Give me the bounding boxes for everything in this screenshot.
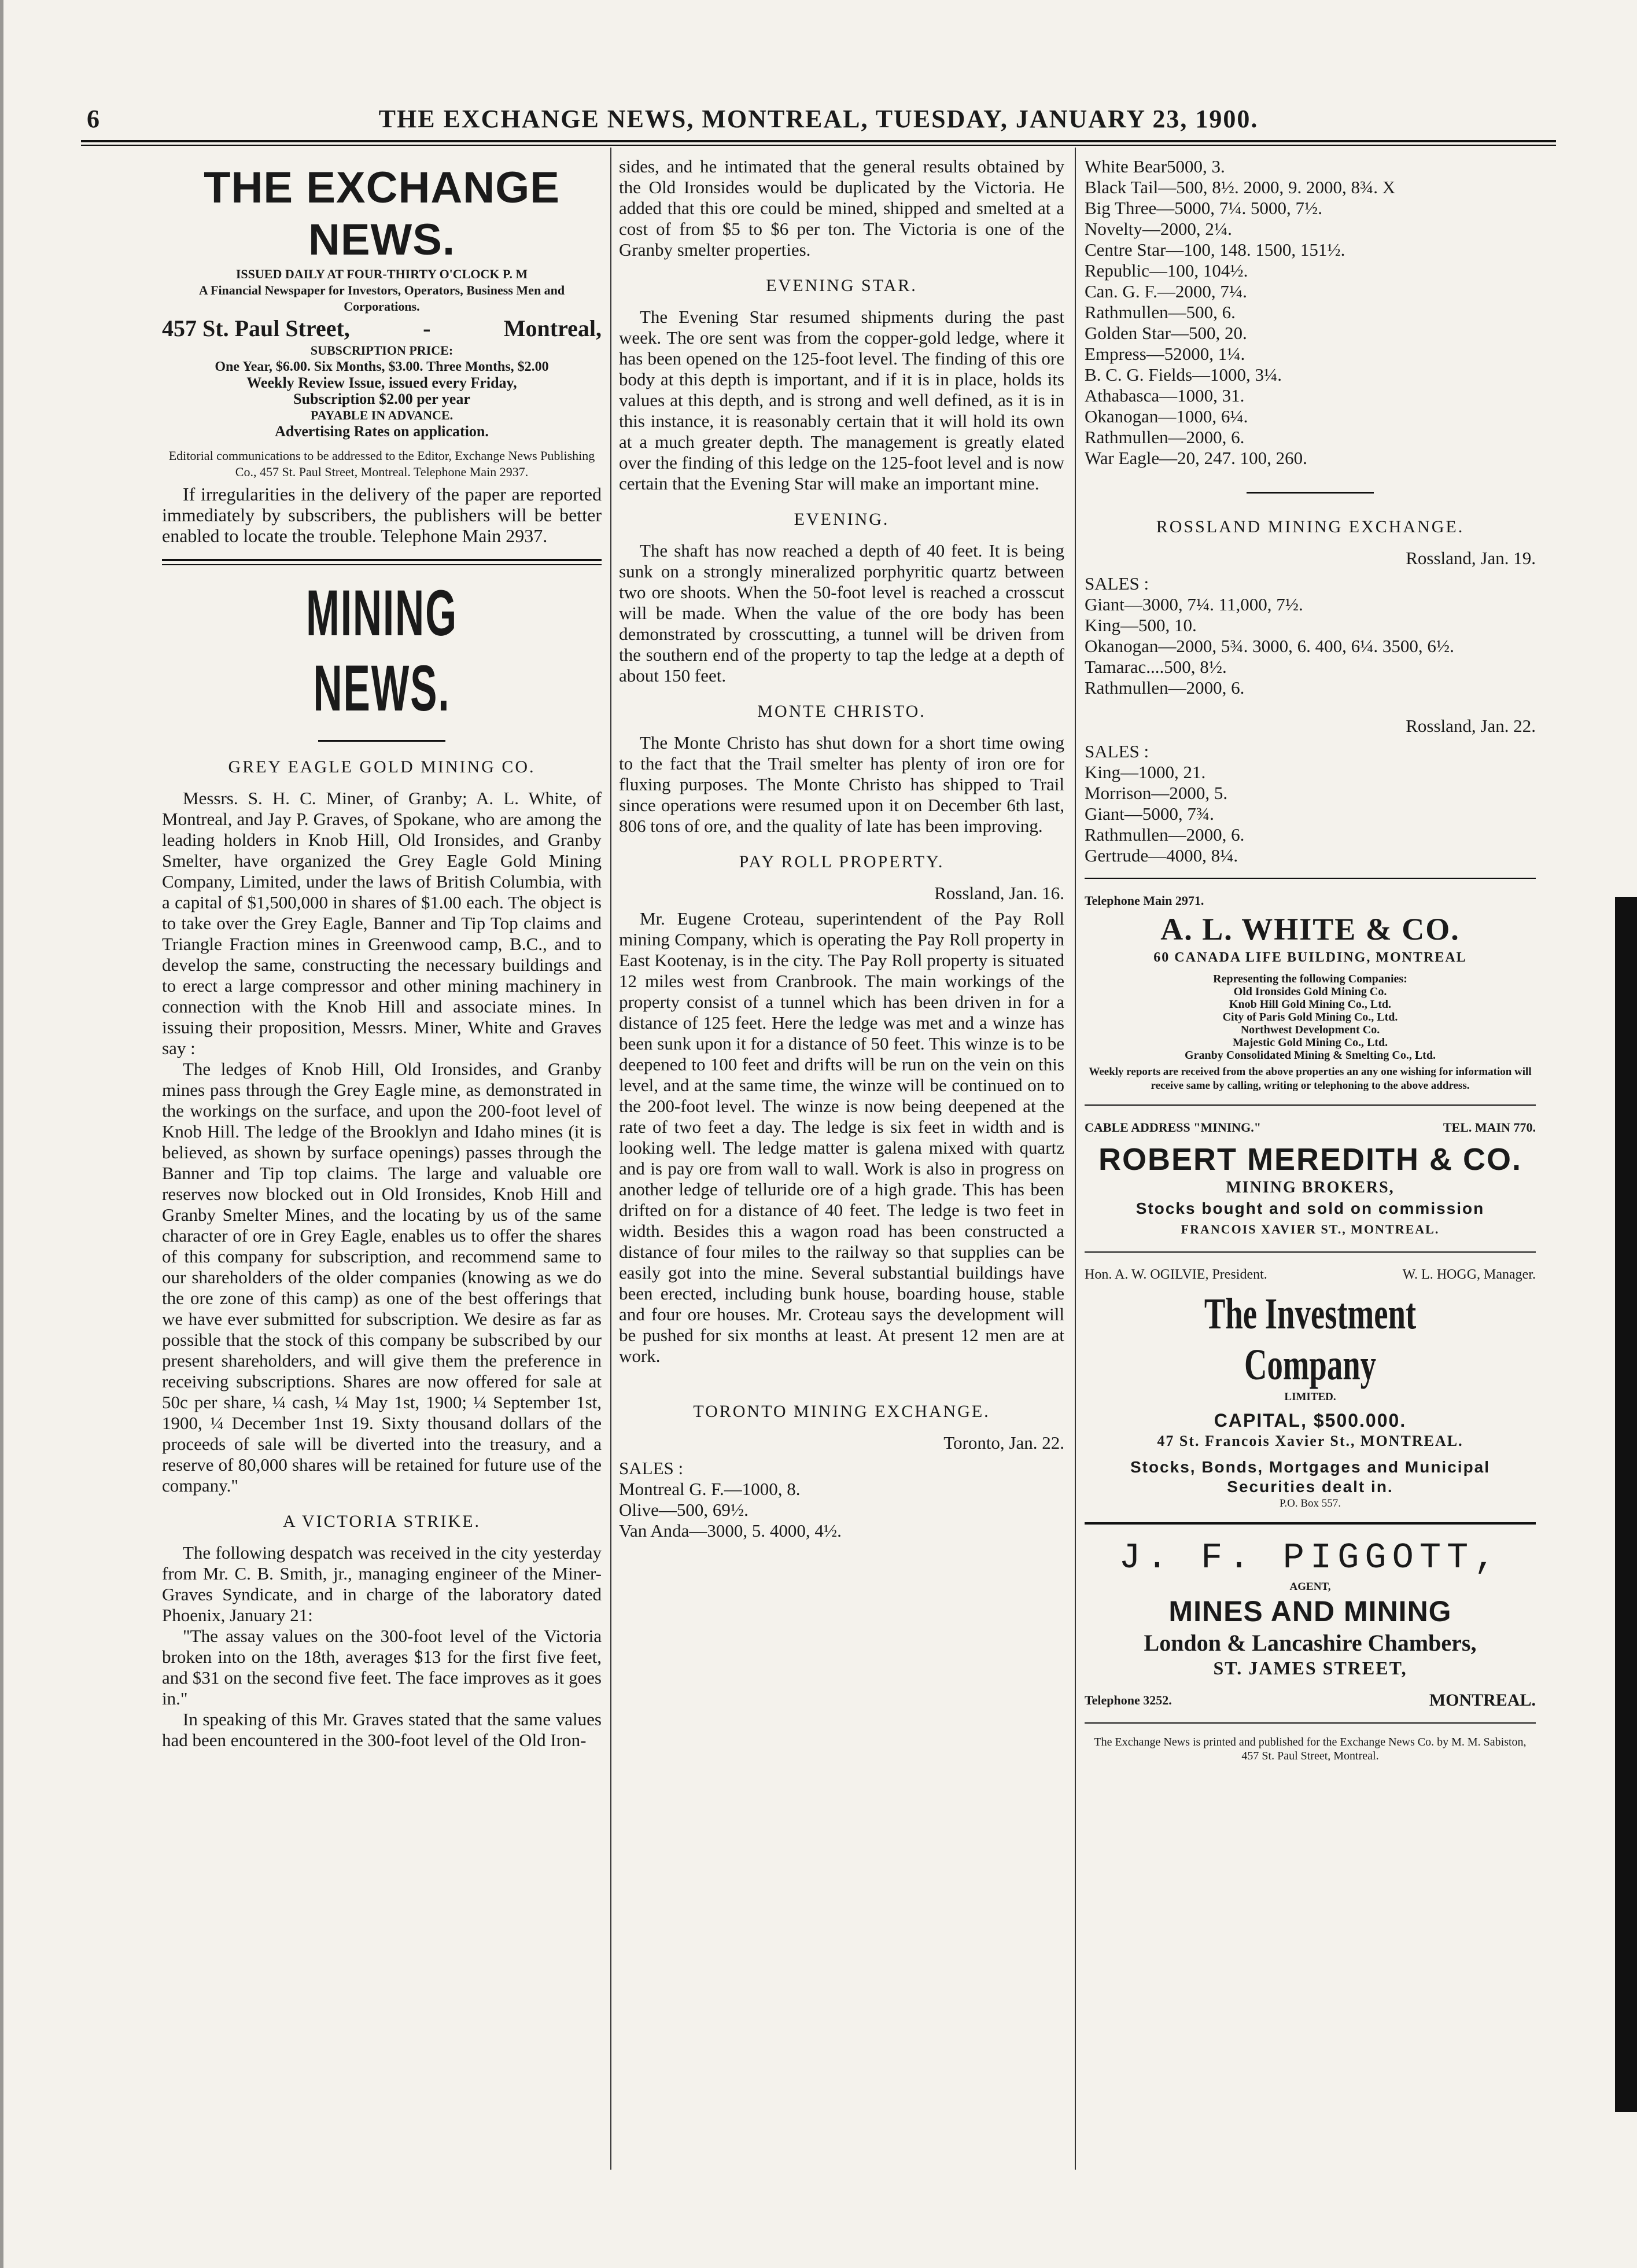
investment-limited: LIMITED. <box>1284 1391 1336 1403</box>
company-entry: Knob Hill Gold Mining Co., Ltd. <box>1229 998 1392 1011</box>
sale-entry: Giant—3000, 7¼. 11,000, 7½. <box>1085 594 1303 614</box>
investment-name: The Investment Company <box>1204 1290 1417 1389</box>
company-entry: City of Paris Gold Mining Co., Ltd. <box>1222 1011 1398 1023</box>
evening-paragraph: The shaft has now reached a depth of 40 feet. It is being sunk on a strongly mineralized porphyritic quartz between two ore shoots. When the 50-foot level is reached a crosscut will be made. When the value of the ore body has been demonstrated by crosscutting, a tunnel will be driven from the southern end of the property to tap the ledge at a depth of about 150 feet. <box>619 540 1064 686</box>
payable-advance: PAYABLE IN ADVANCE. <box>310 408 454 422</box>
investment-president: Hon. A. W. OGILVIE, President. <box>1085 1267 1267 1282</box>
rossland-sales-list-1 <box>1085 594 1536 698</box>
sale-entry: Gertrude—4000, 8¼. <box>1085 845 1238 866</box>
meredith-telephone: TEL. MAIN 770. <box>1443 1120 1536 1135</box>
printer-imprint: The Exchange News is printed and published for the Exchange News Co. by M. M. Sabiston, 457 St. Paul Street, Montreal. <box>1094 1736 1527 1762</box>
investment-officers <box>1085 1264 1536 1285</box>
investment-deals: Stocks, Bonds, Mortgages and Municipal Securities dealt in. <box>1130 1458 1491 1496</box>
irregularities-note: If irregularities in the delivery of the paper are reported immediately by subscribers, the publishers will be better enabled to locate the trouble. Telephone Main 2937. <box>162 484 602 546</box>
rossland-exchange-heading: ROSSLAND MINING EXCHANGE. <box>1156 517 1465 536</box>
grey-eagle-paragraph-2: The ledges of Knob Hill, Old Ironsides, and Granby mines pass through the Grey Eagle mine, as demonstrated in the workings on the surface, and upon the 200-foot level of Knob Hill. The ledge of the Brooklyn and Idaho mines (it is believed, as shown by surface openings) passes through the Banner and Tip top claims. The large and valuable ore reserves now blocked out in Old Ironsides, Knob Hill and Granby Smelter Mines, and the locating by us of the same character of ore in Grey Eagle, enables us to offer the shares of this company for subscription, and recommend same to our shareholders of the older companies (knowing as we do the ore zone of this camp) as one of the best offerings that we have ever submitted for subscription. We desire as far as possible that the stock of this company be subscribed by our present shareholders, and will give them the preference in receiving subscriptions. Shares are now offered for sale at 50c per share, ¼ cash, ¼ May 1st, 1900; ¼ September 1st, 1900, ¼ December 1nst 19. Sixty thousand dollars of the proceeds of sale will be diverted into the treasury, and a reserve of 80,000 shares will be retained for future use of the company." <box>162 1059 602 1496</box>
column-2 <box>619 156 1064 2170</box>
address-line <box>162 315 602 343</box>
ad-rule <box>1085 1522 1536 1525</box>
sale-entry: Rathmullen—2000, 6. <box>1085 824 1245 845</box>
investment-address: 47 St. Francois Xavier St., MONTREAL. <box>1157 1433 1463 1449</box>
white-address: 60 CANADA LIFE BUILDING, MONTREAL <box>1153 950 1467 965</box>
white-telephone: Telephone Main 2971. <box>1085 893 1204 908</box>
sale-entry: Rathmullen—2000, 6. <box>1085 678 1245 698</box>
sale-entry: Rathmullen—500, 6. <box>1085 302 1236 322</box>
ad-rule <box>1085 878 1536 879</box>
sale-entry: Big Three—5000, 7¼. 5000, 7½. <box>1085 198 1323 218</box>
sale-entry: Van Anda—3000, 5. 4000, 4½. <box>619 1520 842 1541</box>
pay-roll-paragraph: Mr. Eugene Croteau, superintendent of the Pay Roll mining Company, which is operating the Pay Roll property in East Kootenay, is in the city. The Pay Roll property is situated 12 miles west from Cranbrook. The main workings of the property consist of a tunnel which has been driven in for a distance of 125 feet. Here the ledge was met and a winze has been sunk upon it for a distance of 50 feet. This winze is to be deepened to 100 feet and drifts will be run on the vein on this level, and at the same time, the winze will be continued on to the 200-foot level. The winze is now being deepened at the rate of two feet a day. The ledge is six feet in width and is looking well. The ledge matter is galena mixed with quartz and is pay ore from wall to wall. Work is also in progress on another ledge of telluride ore of a high grade. This has been drifted on for a distance of 40 feet. The ledge is two feet in width. Besides this a wagon road has been constructed a distance of four miles to the railway so that supplies can be easily got into the mine. Several substantial buildings have been erected, including bunk house, boarding house, stable and four ore houses. Mr. Croteau says the development will be pushed for six months at least. At present 12 men are at work. <box>619 908 1064 1366</box>
sale-entry: King—1000, 21. <box>1085 762 1206 782</box>
scan-edge-mark <box>0 0 17 2268</box>
piggott-ad <box>1085 1522 1536 1763</box>
evening-heading: EVENING. <box>794 510 890 529</box>
advertising-rates: Advertising Rates on application. <box>275 423 489 440</box>
monte-christo-heading: MONTE CHRISTO. <box>757 702 926 721</box>
pay-roll-heading: PAY ROLL PROPERTY. <box>739 852 945 871</box>
company-entry: Granby Consolidated Mining & Smelting Co., Ltd. <box>1185 1049 1436 1062</box>
rossland-sales-list-2 <box>1085 762 1536 866</box>
paper-description: A Financial Newspaper for Investors, Operators, Business Men and Corporations. <box>198 283 565 314</box>
piggott-street: ST. JAMES STREET, <box>1213 1658 1407 1678</box>
sale-entry: Rathmullen—2000, 6. <box>1085 427 1245 447</box>
column-1 <box>162 156 602 2170</box>
sale-entry: Olive—500, 69½. <box>619 1500 749 1520</box>
sale-entry: Golden Star—500, 20. <box>1085 323 1247 343</box>
sale-entry: Empress—52000, 1¼. <box>1085 344 1245 364</box>
piggott-agent: AGENT, <box>1289 1581 1331 1593</box>
rossland-dateline-1: Rossland, Jan. 19. <box>1406 548 1536 568</box>
meredith-cable: CABLE ADDRESS "MINING." <box>1085 1120 1261 1135</box>
sale-entry: Montreal G. F.—1000, 8. <box>619 1479 801 1499</box>
victoria-paragraph-2: "The assay values on the 300-foot level of the Victoria broken into on the 18th, averages $13 for the first five feet, and $31 on the second five feet. The face improves as it goes in." <box>162 1626 602 1709</box>
rossland-dateline-2: Rossland, Jan. 22. <box>1406 716 1536 736</box>
meredith-stocks: Stocks bought and sold on commission <box>1135 1199 1485 1217</box>
page-number: 6 <box>87 105 101 133</box>
address-city: Montreal, <box>503 315 602 341</box>
meredith-address: FRANCOIS XAVIER ST., MONTREAL. <box>1181 1222 1440 1236</box>
monte-christo-paragraph: The Monte Christo has shut down for a short time owing to the fact that the Trail smelter has plenty of iron ore for fluxing purposes. The Monte Christo has shipped to Trail since operations were resumed upon it on December 6th last, 806 tons of ore, and the quality of late has been improving. <box>619 732 1064 836</box>
meredith-header <box>1085 1117 1536 1138</box>
masthead-rule <box>162 559 602 561</box>
white-representing: Representing the following Companies: <box>1213 973 1407 985</box>
address-dash: - <box>423 315 431 341</box>
grey-eagle-paragraph-1: Messrs. S. H. C. Miner, of Granby; A. L. White, of Montreal, and Jay P. Graves, of Spokane, who are among the leading holders in Knob Hill, Old Ironsides, and Granby Smelter, have organized the Grey Eagle Gold Mining Company, Limited, under the laws of British Columbia, with a capital of $1,500,000 in shares of $1.00 each. The object is to take over the Grey Eagle, Banner and Tip Top claims and Triangle Fraction mines in Greenwood camp, B.C., and to develop the same, constructing the necessary buildings and to erect a large compressor and other mining machinery in connection with the Knob Hill and associate mines. In issuing their proposition, Messrs. Miner, White and Graves say : <box>162 788 602 1058</box>
running-header <box>75 87 1562 139</box>
victoria-paragraph-3: In speaking of this Mr. Graves stated that the same values had been encountered in the 300-foot level of the Old Iron- <box>162 1709 602 1750</box>
company-entry: Majestic Gold Mining Co., Ltd. <box>1232 1036 1388 1049</box>
sale-entry: White Bear5000, 3. <box>1085 156 1225 176</box>
editorial-note: Editorial communications to be addressed to the Editor, Exchange News Publishing Co., 457 St. Paul Street, Montreal. Telephone Main 2937. <box>168 448 595 479</box>
weekly-price: Subscription $2.00 per year <box>293 391 470 407</box>
sale-entry: Tamarac....500, 8½. <box>1085 657 1227 677</box>
white-weekly-reports: Weekly reports are received from the above properties an any one wishing for information will receive same by calling, writing or telephoning to the above address. <box>1089 1066 1532 1092</box>
sale-entry: Morrison—2000, 5. <box>1085 783 1228 803</box>
investment-manager: W. L. HOGG, Manager. <box>1402 1267 1536 1282</box>
company-entry: Northwest Development Co. <box>1240 1023 1380 1036</box>
toronto-sales-label: SALES : <box>619 1458 684 1478</box>
header-rule <box>81 140 1556 142</box>
subscription-label: SUBSCRIPTION PRICE: <box>310 343 454 358</box>
column-3 <box>1085 156 1536 2170</box>
ad-rule <box>1085 1104 1536 1106</box>
sale-entry: Athabasca—1000, 31. <box>1085 385 1245 406</box>
investment-company-ad <box>1085 1251 1536 1511</box>
victoria-continued: sides, and he intimated that the general results obtained by the Old Ironsides would be duplicated by the Victoria. He added that this ore could be mined, shipped and smelted at a cost of from $5 to $6 per ton. The Victoria is one of the Granby smelter properties. <box>619 156 1064 260</box>
masthead: THE EXCHANGE NEWS. <box>204 163 560 264</box>
issued-line: ISSUED DAILY AT FOUR-THIRTY O'CLOCK P. M <box>235 267 528 281</box>
white-co-ad <box>1085 878 1536 1093</box>
grey-eagle-heading: GREY EAGLE GOLD MINING CO. <box>228 757 536 776</box>
banner-rule <box>318 740 445 742</box>
white-company-list <box>1085 985 1536 1062</box>
meredith-role: MINING BROKERS, <box>1226 1179 1395 1196</box>
victoria-strike-heading: A VICTORIA STRIKE. <box>282 1512 481 1531</box>
toronto-sales-list <box>619 1479 1064 1541</box>
pay-roll-dateline: Rossland, Jan. 16. <box>934 883 1064 903</box>
sale-entry: Okanogan—2000, 5¾. 3000, 6. 400, 6¼. 3500, 6½. <box>1085 636 1454 656</box>
ad-rule <box>1085 1722 1536 1724</box>
sale-entry: Can. G. F.—2000, 7¼. <box>1085 281 1247 301</box>
toronto-dateline: Toronto, Jan. 22. <box>943 1433 1064 1453</box>
column-divider-2 <box>1075 148 1076 2170</box>
company-entry: Old Ironsides Gold Mining Co. <box>1233 985 1387 998</box>
scan-shadow-bar <box>1615 897 1637 2112</box>
piggott-city: MONTREAL. <box>1429 1691 1536 1710</box>
subscription-prices: One Year, $6.00. Six Months, $3.00. Three Months, $2.00 <box>215 359 549 374</box>
piggott-mines-and-mining: MINES AND MINING <box>1168 1595 1452 1628</box>
sale-entry: Republic—100, 104½. <box>1085 260 1248 281</box>
piggott-chambers: London & Lancashire Chambers, <box>1144 1630 1477 1656</box>
investment-capital: CAPITAL, $500.000. <box>1214 1410 1407 1431</box>
ad-rule <box>1085 1251 1536 1253</box>
masthead-rule-thin <box>162 564 602 565</box>
piggott-telephone: Telephone 3252. <box>1085 1693 1172 1707</box>
sale-entry: War Eagle—20, 247. 100, 260. <box>1085 448 1307 468</box>
column-divider-1 <box>610 148 611 2170</box>
header-rule-thin <box>81 145 1556 146</box>
address-street: 457 St. Paul Street, <box>162 315 350 341</box>
running-title: THE EXCHANGE NEWS, MONTREAL, TUESDAY, JANUARY 23, 1900. <box>378 105 1259 133</box>
sale-entry: Okanogan—1000, 6¼. <box>1085 406 1248 426</box>
sale-entry: Black Tail—500, 8½. 2000, 9. 2000, 8¾. X <box>1085 177 1396 197</box>
toronto-exchange-heading: TORONTO MINING EXCHANGE. <box>693 1402 990 1421</box>
sale-entry: Giant—5000, 7¾. <box>1085 804 1214 824</box>
sale-entry: Novelty—2000, 2¼. <box>1085 219 1232 239</box>
mining-news-banner: MINING NEWS. <box>306 577 458 724</box>
meredith-ad <box>1085 1104 1536 1240</box>
evening-star-paragraph: The Evening Star resumed shipments during the past week. The ore sent was from the copper-gold ledge, where it has been opened on the 125-foot level. The finding of this ore body at this depth is important, and if it is in place, holds its values at this depth, and is strong and well defined, as it is in this instance, it is reasonably certain that it will hold its own at a much greater depth. The management is greatly elated over the finding of this ledge on the 125-foot level and is now certain that the Evening Star will make an important mine. <box>619 307 1064 494</box>
investment-box: P.O. Box 557. <box>1279 1497 1341 1509</box>
weekly-issue: Weekly Review Issue, issued every Friday, <box>246 374 517 391</box>
toronto-sales-continued <box>1085 156 1536 469</box>
sale-entry: Centre Star—100, 148. 1500, 151½. <box>1085 240 1345 260</box>
piggott-name: J. F. PIGGOTT, <box>1119 1537 1502 1578</box>
meredith-name: ROBERT MEREDITH & CO. <box>1098 1142 1522 1177</box>
victoria-paragraph-1: The following despatch was received in the city yesterday from Mr. C. B. Smith, jr., managing engineer of the Miner-Graves Syndicate, and in charge of the laboratory dated Phoenix, January 21: <box>162 1542 602 1625</box>
sale-entry: B. C. G. Fields—1000, 3¼. <box>1085 365 1282 385</box>
rossland-sales-label-1: SALES : <box>1085 573 1149 594</box>
sale-entry: King—500, 10. <box>1085 615 1197 635</box>
section-rule <box>1247 492 1374 494</box>
white-name: A. L. WHITE & CO. <box>1160 912 1460 947</box>
piggott-footer <box>1085 1690 1536 1711</box>
rossland-sales-label-2: SALES : <box>1085 741 1149 761</box>
evening-star-heading: EVENING STAR. <box>766 276 917 295</box>
